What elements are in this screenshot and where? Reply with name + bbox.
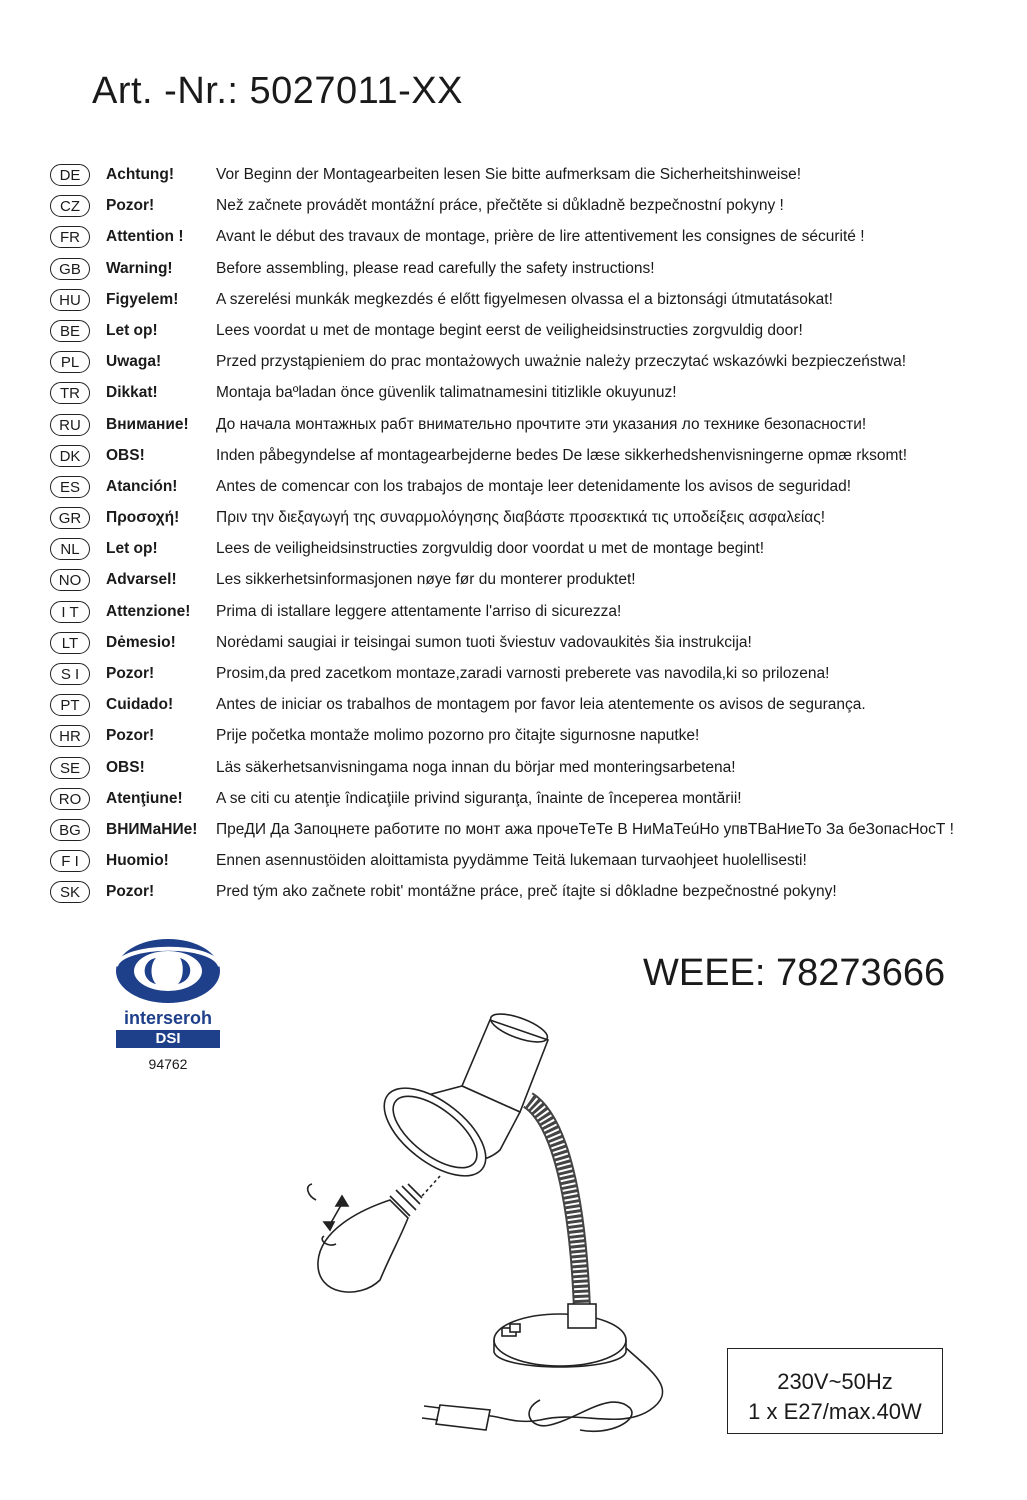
- warning-word: Achtung!: [106, 166, 175, 183]
- language-code-badge: SE: [50, 757, 90, 779]
- warning-word: Advarsel!: [106, 571, 177, 589]
- language-code-badge: TR: [50, 382, 90, 404]
- warning-text: Przed przystąpieniem do prac montażowych uważnie należy przeczytać wskazówki bezpieczeństwa!: [216, 353, 907, 371]
- warning-text: Lees de veiligheidsinstructies zorgvuldig door voordat u met de montage begint!: [216, 540, 764, 558]
- warning-word: Pozor!: [106, 197, 155, 215]
- language-code-badge: S I: [50, 663, 90, 685]
- warning-word: Dikkat!: [106, 384, 158, 402]
- warning-text: Before assembling, please read carefully the safety instructions!: [216, 259, 655, 277]
- warning-word: OBS!: [106, 446, 145, 464]
- warning-row: [50, 597, 1010, 628]
- warning-word: Figyelem!: [106, 290, 179, 308]
- language-code-badge: DK: [50, 445, 90, 467]
- warning-word: Atanción!: [106, 477, 178, 495]
- warning-text: Pred tým ako začnete robit' montážne práce, preč ítajte si dôkladne bezpečnostné pokyny!: [216, 883, 837, 901]
- warning-text: Lees voordat u met de montage begint eerst de veiligheidsinstructies zorgvuldig door!: [216, 321, 803, 339]
- warning-row: [50, 753, 1010, 784]
- warning-text: Antes de comencar con los trabajos de montaje leer detenidamente los avisos de seguridad!: [216, 477, 852, 495]
- spec-box: [727, 1348, 943, 1434]
- language-code-badge: LT: [50, 632, 90, 654]
- desk-lamp-illustration: [290, 1000, 690, 1460]
- warning-word: Warning!: [106, 259, 173, 277]
- warning-row: [50, 628, 1010, 659]
- warning-text: До начала монтажных рабт внимательно прочтите эти указания ло технике безопасности!: [216, 415, 867, 433]
- warning-text: Inden påbegyndelse af montagearbejderne bedes De læse sikkerhedshenvisningerne opmæ rksomt!: [216, 446, 908, 464]
- language-code-badge: DE: [50, 164, 90, 186]
- warning-word: Let op!: [106, 540, 158, 558]
- warning-row: [50, 254, 1010, 285]
- language-code-badge: HU: [50, 289, 90, 311]
- language-code-badge: RO: [50, 788, 90, 810]
- logo-number: 94762: [148, 1056, 188, 1072]
- language-code-badge: PT: [50, 694, 90, 716]
- warning-row: [50, 721, 1010, 752]
- safety-warnings-list: [50, 160, 1010, 909]
- language-code-badge: PL: [50, 351, 90, 373]
- article-number: Art. -Nr.: 5027011-XX: [92, 70, 463, 112]
- warning-row: [50, 659, 1010, 690]
- language-code-badge: RU: [50, 414, 90, 436]
- language-code-badge: SK: [50, 881, 90, 903]
- warning-row: [50, 378, 1010, 409]
- warning-row: [50, 472, 1010, 503]
- warning-word: Huomio!: [106, 852, 169, 870]
- spec-voltage: 230V~50Hz: [777, 1369, 893, 1394]
- warning-row: [50, 160, 1010, 191]
- warning-word: Cuidado!: [106, 696, 174, 714]
- warning-text: Ennen asennustöiden aloittamista pyydämme Teitä lukemaan turvaohjeet huolellisesti!: [216, 852, 807, 870]
- warning-row: [50, 441, 1010, 472]
- warning-row: [50, 222, 1010, 253]
- warning-text: Prosim,da pred zacetkom montaze,zaradi varnosti preberete vas navodila,ki so prilozena!: [216, 665, 830, 682]
- warning-text: ПреДИ Да Запоцнете работите по монт ажа прочеТеТе В НиМаТеúНо упвТВаНиеТо За беЗопасНосТ !: [216, 820, 954, 838]
- warning-word: Pozor!: [106, 883, 155, 901]
- warning-text: Prima di istallare leggere attentamente l'arriso di sicurezza!: [216, 602, 622, 620]
- language-code-badge: GB: [50, 258, 90, 280]
- warning-word: Dėmesio!: [106, 633, 176, 651]
- warning-row: [50, 285, 1010, 316]
- warning-row: [50, 690, 1010, 721]
- interseroh-emblem-icon: [112, 936, 224, 1006]
- logo-name: interseroh: [123, 1008, 213, 1028]
- warning-row: [50, 565, 1010, 596]
- warning-text: Montaja baºladan önce güvenlik talimatnamesini titizlikle okuyunuz!: [216, 384, 677, 402]
- warning-text: A szerelési munkák megkezdés é előtt figyelmesen olvassa el a biztonsági útmutatásokat!: [216, 290, 833, 308]
- language-code-badge: F I: [50, 850, 90, 872]
- warning-text: Norėdami saugiai ir teisingai sumon tuoti šviestuv vadovaukitės šia instrukcija!: [216, 633, 752, 651]
- warning-word: Attenzione!: [106, 602, 191, 620]
- warning-word: Let op!: [106, 321, 158, 339]
- language-code-badge: I T: [50, 601, 90, 623]
- warning-row: [50, 503, 1010, 534]
- language-code-badge: BE: [50, 320, 90, 342]
- interseroh-logo: [112, 936, 224, 1072]
- warning-row: [50, 877, 1010, 908]
- warning-row: [50, 815, 1010, 846]
- language-code-badge: FR: [50, 226, 90, 248]
- warning-text: Läs säkerhetsanvisningama noga innan du börjar med monteringsarbetena!: [216, 758, 736, 776]
- warning-row: [50, 846, 1010, 877]
- language-code-badge: HR: [50, 725, 90, 747]
- warning-word: OBS!: [106, 758, 145, 776]
- warning-word: Pozor!: [106, 727, 155, 745]
- logo-dsi: DSI: [116, 1030, 220, 1048]
- warning-row: [50, 347, 1010, 378]
- warning-text: Les sikkerhetsinformasjonen nøye før du monterer produktet!: [216, 571, 636, 589]
- language-code-badge: BG: [50, 819, 90, 841]
- warning-row: [50, 534, 1010, 565]
- language-code-badge: NO: [50, 569, 90, 591]
- warning-word: Atenţiune!: [106, 789, 183, 807]
- language-code-badge: GR: [50, 507, 90, 529]
- warning-word: Pozor!: [106, 665, 155, 682]
- weee-number: WEEE: 78273666: [643, 952, 946, 994]
- warning-text: Vor Beginn der Montagearbeiten lesen Sie bitte aufmerksam die Sicherheitshinweise!: [216, 166, 802, 183]
- warning-row: [50, 784, 1010, 815]
- warning-text: A se citi cu atenţie îndicaţiile privind siguranţa, înainte de începerea montării!: [216, 789, 742, 807]
- warning-text: Prije početka montaže molimo pozorno pro čitajte sigurnosne naputke!: [216, 727, 700, 745]
- power-plug: [436, 1405, 490, 1430]
- spec-bulb: 1 x E27/max.40W: [748, 1399, 922, 1424]
- warning-word: Uwaga!: [106, 353, 162, 371]
- warning-row: [50, 191, 1010, 222]
- warning-word: Προσοχή!: [106, 509, 180, 527]
- warning-word: Attention !: [106, 228, 184, 246]
- warning-row: [50, 316, 1010, 347]
- warning-row: [50, 410, 1010, 441]
- warning-text: Než začnete provádět montážní práce, přečtěte si důkladně bezpečnostní pokyny !: [216, 197, 784, 215]
- warning-word: ВНИМаНИе!: [106, 820, 198, 838]
- warning-text: Avant le début des travaux de montage, prière de lire attentivement les consignes de sécurité !: [216, 228, 865, 246]
- lamp-base: [494, 1314, 626, 1366]
- language-code-badge: ES: [50, 476, 90, 498]
- language-code-badge: NL: [50, 538, 90, 560]
- warning-text: Antes de iniciar os trabalhos de montagem por favor leia atentemente os avisos de segurança.: [216, 696, 866, 714]
- warning-word: Внимание!: [106, 415, 189, 433]
- language-code-badge: CZ: [50, 195, 90, 217]
- warning-text: Πριν την διεξαγωγή της συναρμολόγησης διαβάστε προσεκτικά τις υποδείξεις ασφαλείας!: [216, 509, 826, 527]
